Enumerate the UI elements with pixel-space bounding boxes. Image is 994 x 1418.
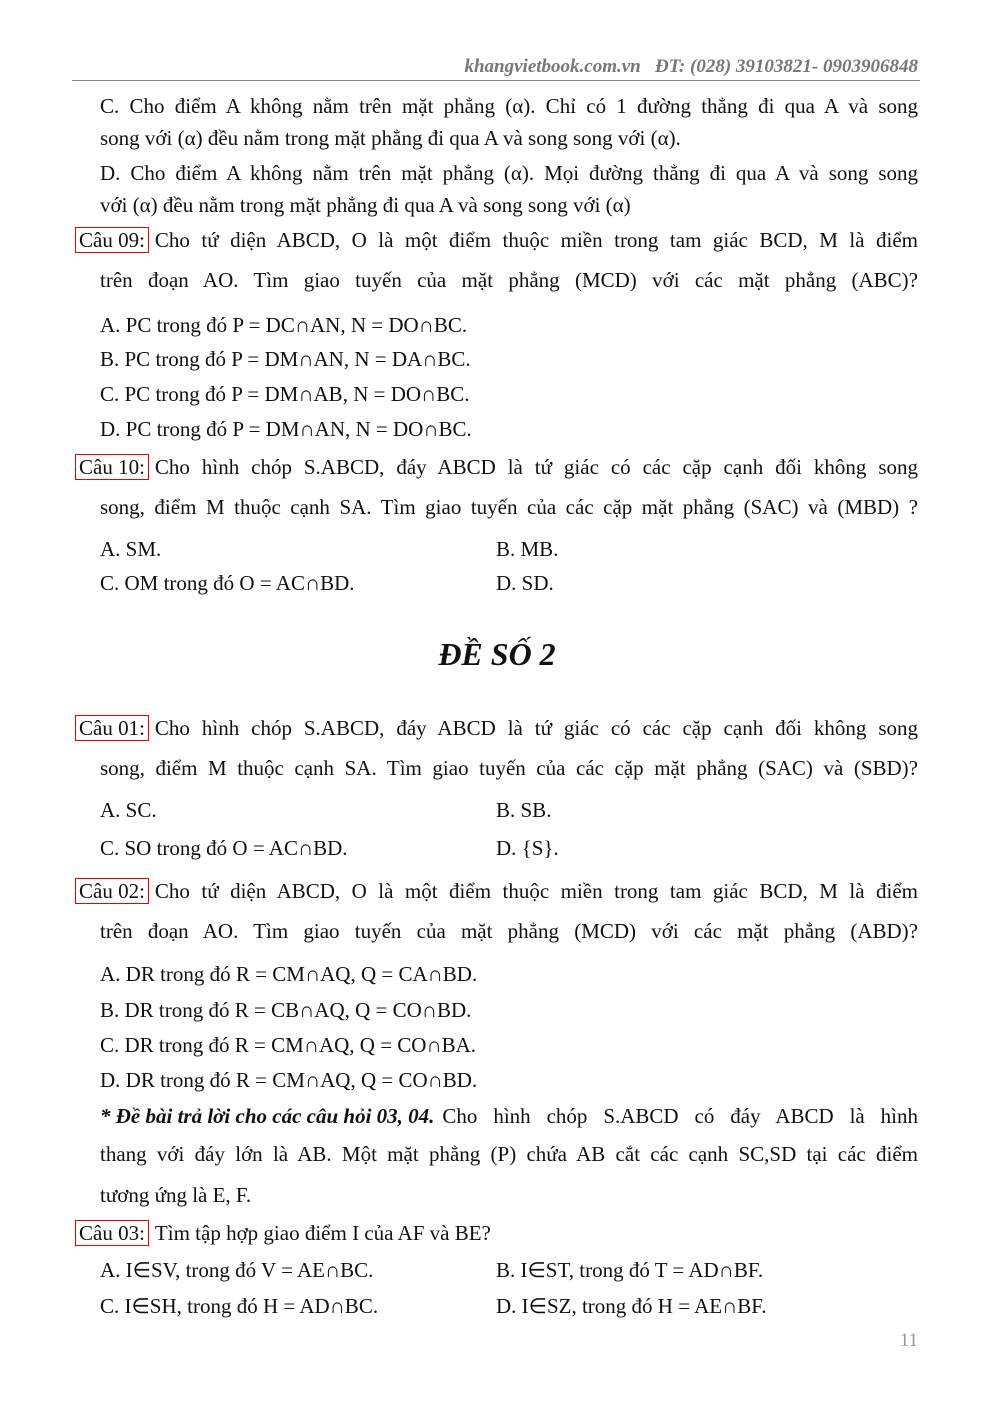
question-label: Câu 02: [75, 878, 149, 904]
answer-option: B. MB. [496, 537, 559, 561]
answer-option: B. PC trong đó P = DM∩AN, N = DA∩BC. [100, 347, 471, 371]
question-label: Câu 09: [75, 227, 149, 253]
question-label: Câu 01: [75, 715, 149, 741]
answer-option: C. SO trong đó O = AC∩BD. [100, 836, 348, 860]
answer-option: D. DR trong đó R = CM∩AQ, Q = CO∩BD. [100, 1068, 478, 1092]
question-09 [75, 227, 918, 253]
section-title: ĐỀ SỐ 2 [438, 636, 556, 672]
answer-option: C. DR trong đó R = CM∩AQ, Q = CO∩BA. [100, 1033, 477, 1057]
question-label: Câu 10: [75, 454, 149, 480]
answer-option: A. PC trong đó P = DC∩AN, N = DO∩BC. [100, 313, 468, 337]
question-text: Cho hình chóp S.ABCD, đáy ABCD là tứ giác có các cặp cạnh đối không song [154, 716, 918, 740]
answer-option: D. SD. [496, 571, 554, 595]
shared-text: thang với đáy lớn là AB. Một mặt phẳng (P) chứa AB cắt các cạnh SC,SD tại các điểm [100, 1142, 918, 1166]
question-text: Tìm tập hợp giao điểm I của AF và BE? [154, 1221, 491, 1245]
shared-lead: * Đề bài trả lời cho các câu hỏi 03, 04. [100, 1104, 435, 1128]
question-03 [75, 1220, 918, 1246]
question-10 [75, 454, 918, 480]
answer-option: C. PC trong đó P = DM∩AB, N = DO∩BC. [100, 382, 470, 406]
question-02 [75, 878, 918, 904]
question-text: trên đoạn AO. Tìm giao tuyến của mặt phẳng (MCD) với các mặt phẳng (ABD)? [100, 919, 918, 943]
answer-option: A. DR trong đó R = CM∩AQ, Q = CA∩BD. [100, 962, 478, 986]
header-rule [72, 80, 920, 81]
answer-option: B. I∈ST, trong đó T = AD∩BF. [496, 1258, 764, 1282]
question-text: Cho tứ diện ABCD, O là một điểm thuộc miền trong tam giác BCD, M là điểm [154, 879, 918, 903]
option-text: D. Cho điểm A không nằm trên mặt phẳng (α). Mọi đường thẳng đi qua A và song song [100, 161, 918, 185]
answer-option: A. I∈SV, trong đó V = AE∩BC. [100, 1258, 374, 1282]
page-number: 11 [899, 1330, 918, 1351]
question-text: trên đoạn AO. Tìm giao tuyến của mặt phẳng (MCD) với các mặt phẳng (ABC)? [100, 268, 918, 292]
question-text: song, điểm M thuộc cạnh SA. Tìm giao tuyến của các cặp mặt phẳng (SAC) và (SBD)? [100, 756, 918, 780]
answer-option: B. DR trong đó R = CB∩AQ, Q = CO∩BD. [100, 998, 472, 1022]
answer-option: C. I∈SH, trong đó H = AD∩BC. [100, 1294, 379, 1318]
site-name: khangvietbook.com.vn [464, 56, 641, 77]
option-text: với (α) đều nằm trong mặt phẳng đi qua A và song song với (α) [100, 193, 631, 217]
answer-option: C. OM trong đó O = AC∩BD. [100, 571, 355, 595]
answer-option: A. SM. [100, 537, 162, 561]
answer-option: D. PC trong đó P = DM∩AN, N = DO∩BC. [100, 417, 472, 441]
answer-option: A. SC. [100, 798, 157, 822]
option-text: C. Cho điểm A không nằm trên mặt phẳng (α). Chỉ có 1 đường thẳng đi qua A và song [100, 94, 918, 118]
question-text: song, điểm M thuộc cạnh SA. Tìm giao tuyến của các cặp mặt phẳng (SAC) và (MBD) ? [100, 495, 918, 519]
option-text: song với (α) đều nằm trong mặt phẳng đi qua A và song song với (α). [100, 126, 681, 150]
question-label: Câu 03: [75, 1220, 149, 1246]
answer-option: D. I∈SZ, trong đó H = AE∩BF. [496, 1294, 767, 1318]
question-text: Cho tứ diện ABCD, O là một điểm thuộc miền trong tam giác BCD, M là điểm [154, 228, 918, 252]
answer-option: B. SB. [496, 798, 552, 822]
shared-text: Cho hình chóp S.ABCD có đáy ABCD là hình [442, 1104, 918, 1128]
shared-text: tương ứng là E, F. [100, 1183, 252, 1207]
question-01 [75, 715, 918, 741]
phone: ĐT: (028) 39103821- 0903906848 [655, 56, 918, 77]
answer-option: D. {S}. [496, 836, 559, 860]
shared-prompt [100, 1103, 918, 1129]
page-header [464, 56, 918, 78]
question-text: Cho hình chóp S.ABCD, đáy ABCD là tứ giác có các cặp cạnh đối không song [154, 455, 918, 479]
